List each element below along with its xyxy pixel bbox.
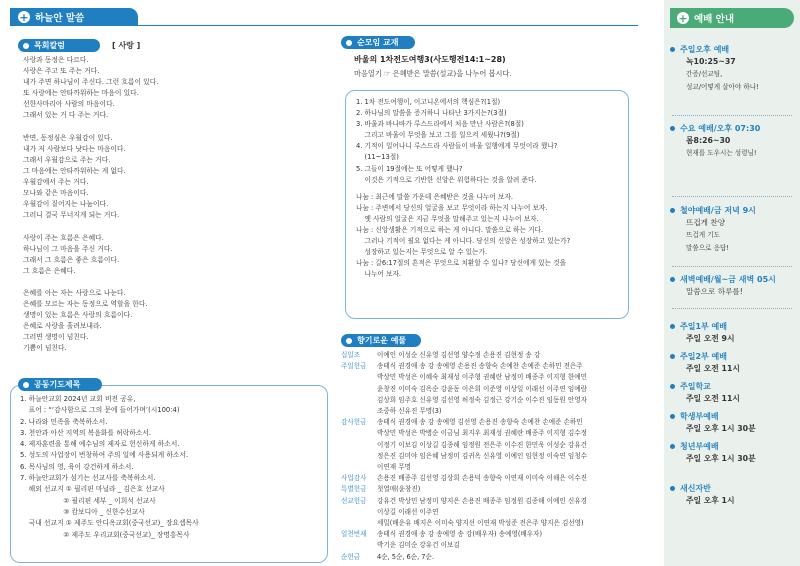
prayer-item: 3. 천안과 아산 지역의 복음화를 허락하소서. bbox=[20, 428, 152, 437]
offering-section-label-text: 향기로운 예물 bbox=[357, 336, 407, 345]
sidebar-divider bbox=[672, 266, 792, 267]
offering-name-line: 이정기 이보김 이상길 김종해 임정원 전은주 이수진 한민욱 이성순 강유건 bbox=[377, 440, 587, 449]
offering-label: 사업감사 bbox=[341, 474, 367, 483]
prayer-item: 해외 선교지 ① 필리핀 마닐라 _ 김은호 선교사 bbox=[20, 485, 165, 494]
offering-row bbox=[341, 417, 633, 473]
worship-sidebar bbox=[664, 0, 800, 566]
lesson-subtitle: 마음열기 ☞ 은혜받은 말씀(설교)을 나누어 봅시다. bbox=[354, 69, 512, 78]
prayer-item: 5. 성도의 사업장이 번창하여 주의 일에 사용되게 하소서. bbox=[20, 451, 189, 460]
sharing-item: 옛 사람의 얼굴은 지금 무엇을 말해주고 있는지 나누어 보자. bbox=[356, 214, 539, 223]
offering-name-line: 김상희 임주호 신유영 김선영 허정숙 김정근 강기순 이수진 임동원 안영자 bbox=[377, 395, 587, 404]
worship-item bbox=[670, 274, 776, 298]
lesson-question: 2. 하나님의 말씀을 증거하니 나타난 3가지는?(3절) bbox=[356, 109, 507, 118]
worship-item-line: 뜨겁게 기도 bbox=[686, 231, 720, 239]
lesson-question: 1. 1차 전도여행이, 이고니온에서의 핵심은?(1절) bbox=[356, 98, 501, 106]
lesson-title: 바울의 1차전도여행3(사도행전14:1~28) bbox=[354, 55, 506, 64]
prayer-item: 2. 나라와 민족을 축복하소서. bbox=[20, 417, 108, 426]
worship-item-title: 주일학교 bbox=[670, 381, 740, 392]
offering-name-line: 박상민 박성은 박병순 이금님 최지우 최재성 권혜란 배종주 이지형 김수정 bbox=[377, 429, 587, 438]
column-subtitle: [ 사랑 ] bbox=[112, 41, 141, 50]
worship-item bbox=[670, 205, 756, 255]
sharing-item: 나눔 : 최근에 말씀 가운데 은혜받은 것을 나누어 보자. bbox=[356, 192, 514, 201]
sharing-item: 그러나 기적이 필요 없다는 게 아니다. 당신의 신앙은 성장하고 있는가? bbox=[356, 237, 571, 246]
worship-item-line: 현재를 도우시는 성령님! bbox=[686, 149, 757, 157]
column-line: 모나와 같은 마음이다. bbox=[23, 189, 89, 198]
lesson-question: 5. 그들이 19절에는 또 어떻게 했나? bbox=[356, 164, 463, 173]
offering-names bbox=[377, 484, 633, 495]
worship-item-line: 주일 오전 11시 bbox=[686, 364, 740, 373]
column-line: 은혜로 사랑을 흘려보내라. bbox=[23, 322, 102, 331]
sharing-item: 나눔 : 신앙생활은 기적으로 하는 게 아니다. 말씀으로 하는 거다. bbox=[356, 226, 544, 235]
page-header bbox=[10, 8, 638, 26]
offering-name-line: 이연재 무명 bbox=[377, 463, 411, 472]
worship-item-title: 새신자반 bbox=[670, 483, 735, 494]
worship-item-line: 말씀으로 하루를! bbox=[686, 287, 743, 296]
column-line: 생명이 있는 흐름은 사랑의 흐름이다. bbox=[23, 311, 133, 320]
worship-item-title: 주일2부 예배 bbox=[670, 351, 740, 362]
sidebar-divider bbox=[672, 308, 792, 309]
offering-name-line: 4순, 5순, 6순, 7순. bbox=[377, 552, 434, 561]
column-line: 우월감에서 주는 거다. bbox=[23, 178, 89, 187]
worship-item-title: 학생부예배 bbox=[670, 411, 756, 422]
worship-item-title: 주일1부 예배 bbox=[670, 321, 735, 332]
prayer-item: 1. 하늘안교회 2024년 교회 비전 공유, bbox=[20, 395, 136, 403]
prayer-item: ③ 캄보디아 _ 신한수선교사 bbox=[20, 507, 145, 516]
offering-label: 주일헌금 bbox=[341, 362, 367, 371]
offering-label: 감사헌금 bbox=[341, 418, 367, 427]
lesson-question: 이것은 기적으로 기반한 신앙은 위험하다는 것을 알려 준다. bbox=[356, 175, 537, 184]
sidebar-divider bbox=[672, 196, 792, 197]
worship-item-line: 녹10:25~37 bbox=[686, 57, 736, 66]
worship-item bbox=[670, 483, 735, 507]
worship-item-title: 새벽예배/월~금 새벽 05시 bbox=[670, 274, 776, 285]
worship-item bbox=[670, 441, 756, 465]
prayer-item: ② 제주도 우리교회(중국선교)_ 장명흥목사 bbox=[20, 530, 190, 539]
column-line: 하나님이 그 마음을 주신 거다. bbox=[23, 244, 113, 253]
prayer-item: 7. 하늘안교회가 섬기는 선교사를 축복하소서. bbox=[20, 474, 156, 483]
prayer-item: 표어 : “‘감사함으로 그의 문에 들어가며’(시100:4) bbox=[20, 406, 180, 415]
lesson-section-label-text: 순모임 교재 bbox=[357, 38, 399, 47]
offering-name-line: 강유건 박상민 남정미 양지은 손용진 배종주 임정원 김종해 이예인 신유경 bbox=[377, 496, 587, 505]
prayer-section-label bbox=[18, 378, 102, 391]
worship-item-title: 청년부예배 bbox=[670, 441, 756, 452]
offering-name-line: 이예인 이성순 신유영 김선영 양수정 손용진 김현정 송 강 bbox=[377, 351, 541, 359]
column-line: 그래서 있는 거 다 주는 거다. bbox=[23, 111, 109, 120]
offering-names bbox=[377, 361, 633, 417]
worship-item-line: 주일 오후 1시 30분 bbox=[686, 454, 756, 463]
offering-row bbox=[341, 529, 633, 551]
worship-item-line: 뜨겁게 찬양 bbox=[686, 218, 726, 227]
column-line: 그래서 그 흐름은 좋은 흐름이다. bbox=[23, 255, 120, 264]
offering-names bbox=[377, 417, 633, 473]
offering-name-line: 이상길 이래선 이주연 bbox=[377, 507, 439, 516]
page-header-tab bbox=[10, 8, 138, 26]
offering-name-line: 송태식 권경애 송 강 송예영 송 강(배우자) 송예영(배우자) bbox=[377, 530, 543, 539]
offering-name-line: 조중하 신유진 무명(3) bbox=[377, 407, 442, 416]
column-line: 그 흐름은 은혜다. bbox=[23, 266, 76, 275]
offering-row bbox=[341, 350, 633, 361]
worship-title: 예배 안내 bbox=[694, 14, 735, 25]
column-line: 은혜를 아는 자는 사랑으로 나눈다. bbox=[23, 288, 126, 297]
worship-item-line: 주일 오전 9시 bbox=[686, 334, 735, 343]
worship-item-line: 주일 오후 1시 bbox=[686, 496, 735, 505]
worship-item-line: 말씀으로 응답! bbox=[686, 244, 729, 252]
offering-table bbox=[341, 350, 633, 563]
worship-item-line: 간증/선교팀, bbox=[686, 70, 723, 78]
offering-name-line: 윤창진 이미숙 김옥순 강윤동 이은희 이준영 이상일 이래선 이주연 임예람 bbox=[377, 384, 587, 393]
plus-icon: + bbox=[19, 10, 29, 24]
offering-label: 순헌금 bbox=[341, 552, 361, 561]
column-line: 내가 주면 하나님이 주신다. 그런 흐름이 있다. bbox=[23, 78, 159, 87]
offering-row bbox=[341, 552, 633, 563]
sharing-item: 나누어 보자. bbox=[356, 270, 402, 279]
column-line: 그러니 결국 무너지게 되는 거다. bbox=[23, 211, 120, 220]
offering-name-line: 손용진 배종주 김선영 김상희 손용덕 송향숙 이연재 이미숙 이해은 이수진 bbox=[377, 474, 587, 483]
offering-label: 십일조 bbox=[341, 351, 361, 359]
offering-label: 선교헌금 bbox=[341, 496, 367, 505]
worship-item-line: 성교/어떻게 살아야 하나! bbox=[686, 83, 759, 91]
worship-header bbox=[670, 8, 794, 28]
worship-item bbox=[670, 123, 760, 160]
column-line: 기쁨이 넘친다. bbox=[23, 344, 67, 353]
offering-section-label bbox=[341, 334, 421, 347]
worship-item bbox=[670, 381, 740, 405]
prayer-section-label-text: 공동기도제목 bbox=[34, 380, 81, 389]
offering-names bbox=[377, 350, 633, 361]
prayer-item: 국내 선교지 ① 제주도 안디옥교회(중국선교)_ 장요셉목사 bbox=[20, 519, 199, 528]
prayer-item: ② 필리핀 세부 _ 이희석 선교사 bbox=[20, 496, 156, 505]
column-line: 그러면 생명이 넘친다. bbox=[23, 333, 89, 342]
offering-names bbox=[377, 529, 633, 551]
worship-item-title: 수요 예배/오후 07:30 bbox=[670, 123, 760, 134]
worship-item-title: 철야예배/금 저녁 9시 bbox=[670, 205, 756, 216]
column-line: 사랑은 주고 또 주는 거다. bbox=[23, 67, 100, 76]
sharing-item: 성장하고 있는지는 무엇으로 알 수 있는가. bbox=[356, 248, 488, 257]
column-line: 은혜를 모르는 자는 동정으로 역할을 한다. bbox=[23, 300, 148, 309]
worship-item-line: 주일 오전 11시 bbox=[686, 394, 740, 403]
worship-item bbox=[670, 321, 735, 345]
prayer-item: 6. 목사님의 영, 육이 강건하게 하소서. bbox=[20, 462, 134, 471]
offering-row bbox=[341, 361, 633, 417]
lesson-question: 그리고 바울이 무엇을 보고 그를 일으켜 세웠나?(9절) bbox=[356, 131, 520, 140]
lesson-question: 3. 바울과 바나바가 루스드라에서 처음 만난 사람은?(8절) bbox=[356, 120, 524, 129]
worship-item-line: 주일 오후 1시 30분 bbox=[686, 424, 756, 433]
lesson-question: 4. 기적이 일어나니 루스드라 사람들이 바울 일행에게 무엇이라 했나? bbox=[356, 142, 558, 151]
prayer-list bbox=[20, 394, 320, 541]
offering-row bbox=[341, 496, 633, 530]
worship-item-title: 주일오후 예배 bbox=[670, 44, 759, 55]
column-line: 사랑과 동정은 다르다. bbox=[23, 56, 89, 64]
worship-item bbox=[670, 44, 759, 94]
offering-names bbox=[377, 552, 633, 563]
offering-label: 일천번제 bbox=[341, 530, 367, 539]
lesson-question: (11~13절) bbox=[356, 153, 399, 162]
worship-item-line: 롬8:26~30 bbox=[686, 136, 731, 145]
offering-name-line: 송태식 권경애 송 강 송예영 김선영 손용진 송향숙 손예찬 손예준 손하민 bbox=[377, 418, 583, 427]
offering-name-line: 세밀(배운유 배지은 이미숙 양지선 이연재 박성준 전은주 양지은 김선영) bbox=[377, 519, 584, 528]
column-line: 그 마음에는 안타까워하는 게 없다. bbox=[23, 166, 126, 175]
offering-row bbox=[341, 484, 633, 495]
offering-names bbox=[377, 473, 633, 484]
offering-name-line: 박상민 박성은 이혜숙 최재성 이주형 권혜란 남정미 배종주 이지형 한예민 bbox=[377, 373, 587, 382]
column-line: 사랑이 주는 흐름은 은혜다. bbox=[23, 233, 104, 242]
offering-label: 특별헌금 bbox=[341, 485, 367, 494]
worship-item bbox=[670, 351, 740, 375]
page-title: 하늘안 말씀 bbox=[35, 13, 85, 24]
prayer-item: 4. 제자훈련을 통해 예수님의 제자로 헌신하게 하소서. bbox=[20, 440, 180, 449]
offering-name-line: 첫열매(윤창진) bbox=[377, 485, 421, 494]
column-section-label-text: 목회칼럼 bbox=[34, 41, 65, 50]
lesson-questions bbox=[356, 97, 622, 281]
column-line: 반면, 동정심은 우월감이 있다. bbox=[23, 133, 113, 142]
offering-name-line: 정은진 김미야 임은혜 남정미 김귀옥 신유영 이예인 임현정 이숙연 임청수 bbox=[377, 451, 587, 460]
column-line: 내가 저 사람보다 낫다는 마음이다. bbox=[23, 144, 126, 153]
column-body bbox=[23, 55, 323, 355]
worship-item bbox=[670, 411, 756, 435]
plus-icon: + bbox=[678, 11, 688, 25]
offering-names bbox=[377, 496, 633, 530]
column-line: 선한사마리아 사람의 마음이다. bbox=[23, 100, 115, 109]
column-line: 그래서 우월감으로 주는 거다. bbox=[23, 155, 111, 164]
column-section-label bbox=[18, 39, 100, 52]
sharing-item: 나눔 : 주변에서 당신의 얼굴을 보고 무엇이라 하는지 나누어 보자. bbox=[356, 203, 548, 212]
lesson-section-label bbox=[341, 36, 415, 49]
offering-name-line: 박기운 김미순 강유건 이보김 bbox=[377, 541, 460, 550]
column-line: 우월감이 짙어지는 나눔이다. bbox=[23, 200, 109, 209]
column-line: 또 사랑에는 안타까워하는 마음이 있다. bbox=[23, 89, 139, 98]
offering-name-line: 송태식 권경애 송 강 송예영 손용진 송향숙 손예찬 손예준 손하민 전은주 bbox=[377, 362, 583, 371]
sharing-item: 나눔 : 갈6:17절의 흔적은 무엇으로 치환할 수 있나? 당신에게 있는 것을 bbox=[356, 259, 567, 268]
sidebar-divider bbox=[672, 115, 792, 116]
offering-row bbox=[341, 473, 633, 484]
